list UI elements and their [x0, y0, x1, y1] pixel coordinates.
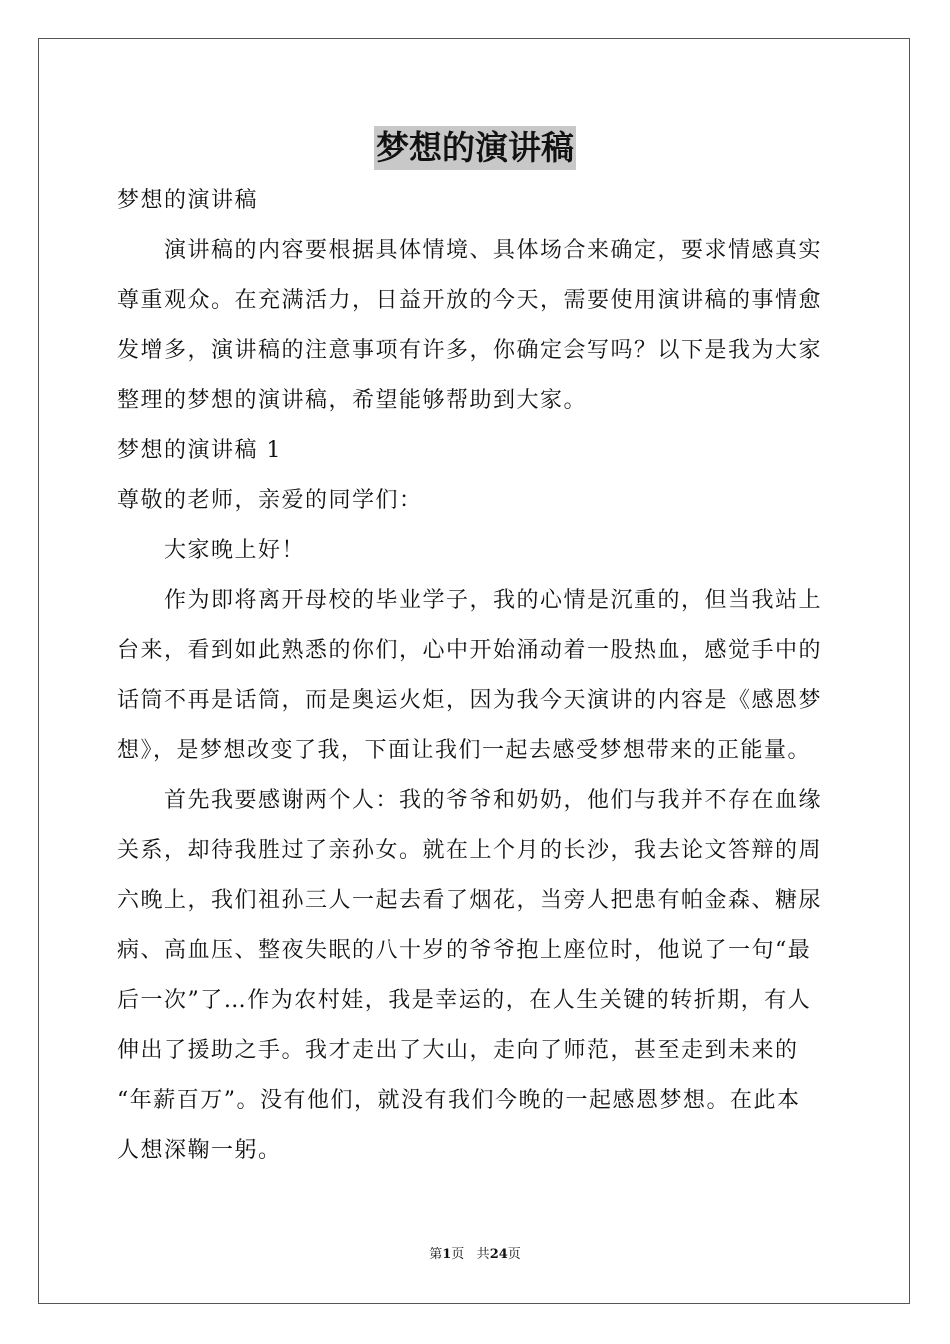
text-line: 尊敬的老师，亲爱的同学们： [117, 488, 423, 513]
total-pages: 24 [489, 1247, 508, 1262]
text-line: 病、高血压、整夜失眠的八十岁的爷爷抱上座位时，他说了一句“最 [117, 938, 812, 963]
text-line: 演讲稿的内容要根据具体情境、具体场合来确定，要求情感真实 [164, 238, 823, 263]
text-line: 关系，却待我胜过了亲孙女。就在上个月的长沙，我去论文答辩的周 [117, 838, 823, 863]
page-footer [0, 1246, 950, 1264]
text-line: 话筒不再是话筒，而是奥运火炬，因为我今天演讲的内容是《感恩梦 [117, 688, 823, 713]
text-line: 六晚上，我们祖孙三人一起去看了烟花，当旁人把患有帕金森、糖尿 [117, 888, 823, 913]
document-title: 梦想的演讲稿 [374, 126, 576, 170]
text-line: “年薪百万”。没有他们，就没有我们今晚的一起感恩梦想。在此本 [117, 1088, 801, 1113]
page-prefix: 第 [429, 1247, 443, 1262]
title-container [0, 126, 950, 170]
text-line: 梦想的演讲稿 1 [117, 438, 282, 463]
text-line: 想》，是梦想改变了我，下面让我们一起去感受梦想带来的正能量。 [117, 738, 812, 763]
text-line: 作为即将离开母校的毕业学子，我的心情是沉重的，但当我站上 [164, 588, 823, 613]
text-line: 后一次”了…作为农村娃，我是幸运的，在人生关键的转折期，有人 [117, 988, 812, 1013]
text-line: 整理的梦想的演讲稿，希望能够帮助到大家。 [117, 388, 588, 413]
total-suffix: 页 [507, 1247, 521, 1262]
total-prefix: 共 [476, 1247, 490, 1262]
text-line: 首先我要感谢两个人：我的爷爷和奶奶，他们与我并不存在血缘 [164, 788, 823, 813]
text-line: 尊重观众。在充满活力，日益开放的今天，需要使用演讲稿的事情愈 [117, 288, 823, 313]
text-line: 人想深鞠一躬。 [117, 1138, 282, 1163]
text-line: 发增多，演讲稿的注意事项有许多，你确定会写吗？以下是我为大家 [117, 338, 823, 363]
text-line: 大家晚上好！ [164, 538, 306, 563]
page-number: 1 [442, 1247, 452, 1262]
page-suffix: 页 [451, 1247, 465, 1262]
text-line: 梦想的演讲稿 [117, 188, 259, 213]
text-line: 台来，看到如此熟悉的你们，心中开始涌动着一股热血，感觉手中的 [117, 638, 823, 663]
text-line: 伸出了援助之手。我才走出了大山，走向了师范，甚至走到未来的 [117, 1038, 799, 1063]
document-body [117, 176, 833, 1176]
